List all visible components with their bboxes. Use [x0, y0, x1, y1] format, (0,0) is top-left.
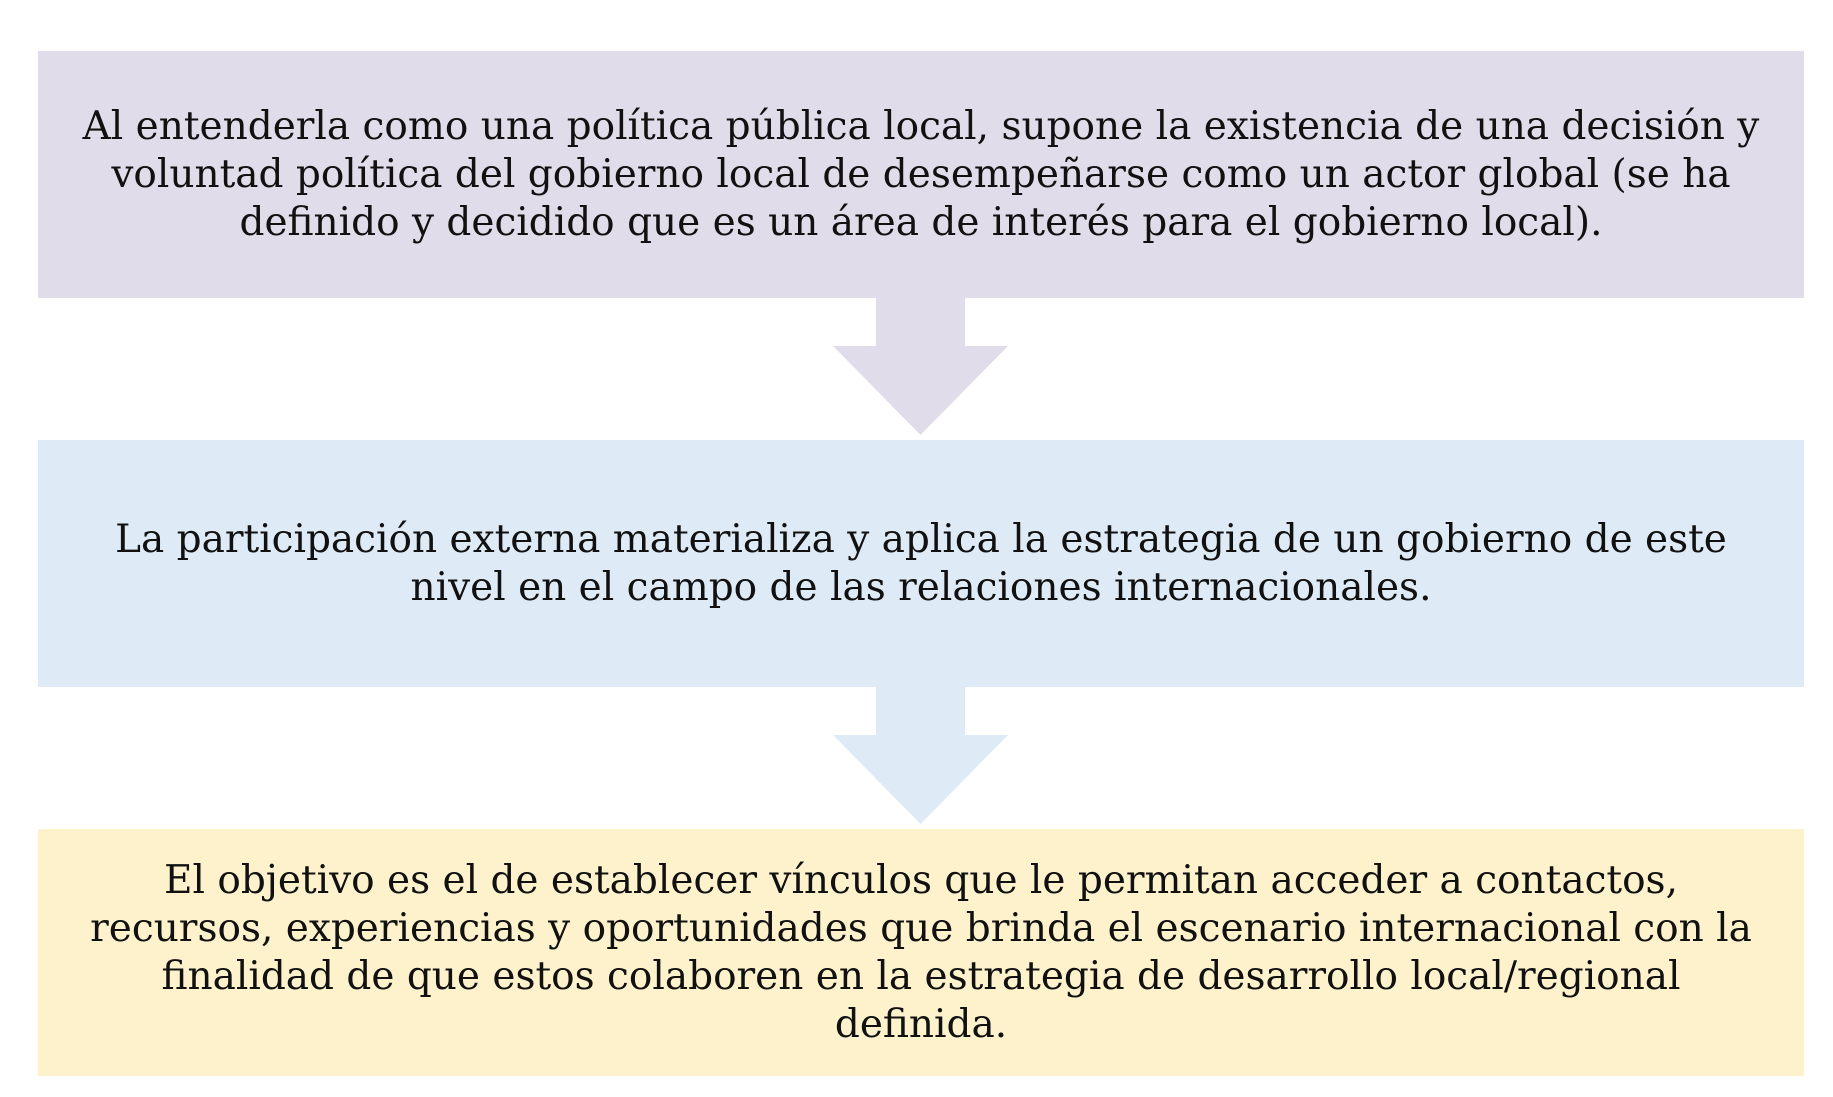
flow-step-3-text: El objetivo es el de establecer vínculos que le permitan acceder a contactos, recursos, experiencias y oportunidades que brinda el escenario internacional con la finalidad de que estos colaboren en la estrategia de desarrollo local/regional definida.	[90, 857, 1752, 1047]
flow-step-1-text: Al entenderla como una política pública local, supone la existencia de una decisión y voluntad política del gobierno local de desempeñarse como un actor global (se ha definido y decidido que es un área de interés para el gobierno local).	[82, 103, 1760, 245]
down-arrow-shape	[833, 687, 1008, 824]
down-arrow-shape	[833, 298, 1008, 435]
flow-step-2	[38, 440, 1804, 687]
down-arrow-icon	[833, 298, 1008, 438]
down-arrow-icon	[833, 687, 1008, 827]
flow-step-2-text: La participación externa materializa y aplica la estrategia de un gobierno de este nivel en el campo de las relaciones internacionales.	[115, 516, 1727, 610]
flow-step-3	[38, 829, 1804, 1076]
flow-step-1	[38, 51, 1804, 298]
